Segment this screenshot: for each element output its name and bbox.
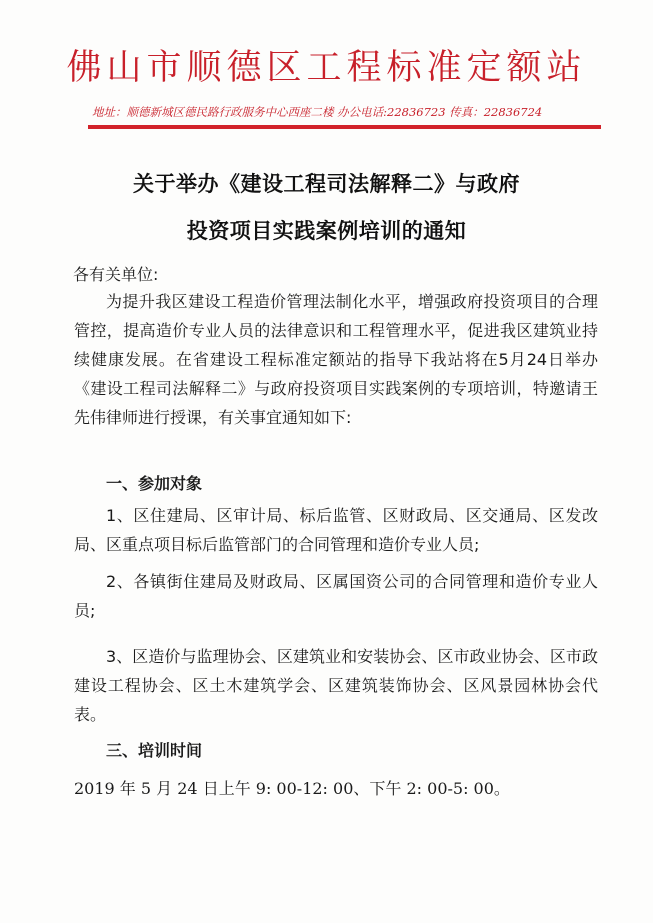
org-address: 地址：顺德新城区德民路行政服务中心西座二楼 办公电话:22836723 传真：22836724: [92, 105, 543, 119]
salutation: 各有关单位:: [73, 265, 159, 284]
section1-heading: 一、参加对象: [106, 474, 203, 493]
training-schedule: 2019 年 5 月 24 日上午 9: 00-12: 00、下午 2: 00-5: 00。: [74, 779, 510, 798]
section1-item: 3、区造价与监理协会、区建筑业和安装协会、区市政业协会、区市政建设工程协会、区土木建筑学会、区建筑装饰协会、区风景园林协会代表。: [74, 647, 598, 724]
org-name: 佛山市顺德区工程标准定额站: [66, 48, 587, 88]
section3-heading: 三、培训时间: [106, 741, 203, 760]
section1-item: 2、各镇街住建局及财政局、区属国资公司的合同管理和造价专业人员;: [74, 572, 598, 620]
notice-title-line1: 关于举办《建设工程司法解释二》与政府: [133, 172, 520, 196]
letterhead-rule: [88, 125, 601, 129]
notice-title-line2: 投资项目实践案例培训的通知: [186, 219, 467, 243]
section1-item: 1、区住建局、区审计局、标后监管、区财政局、区交通局、区发改局、区重点项目标后监管部门的合同管理和造价专业人员;: [74, 506, 598, 554]
intro-paragraph: 为提升我区建设工程造价管理法制化水平，增强政府投资项目的合理管控，提高造价专业人员的法律意识和工程管理水平，促进我区建筑业持续健康发展。在省建设工程标准定额站的指导下我站将在5月24日举办《建设工程司法解释二》与政府投资项目实践案例的专项培训，特邀请王先伟律师进行授课，有关事宜通知如下:: [74, 292, 598, 427]
